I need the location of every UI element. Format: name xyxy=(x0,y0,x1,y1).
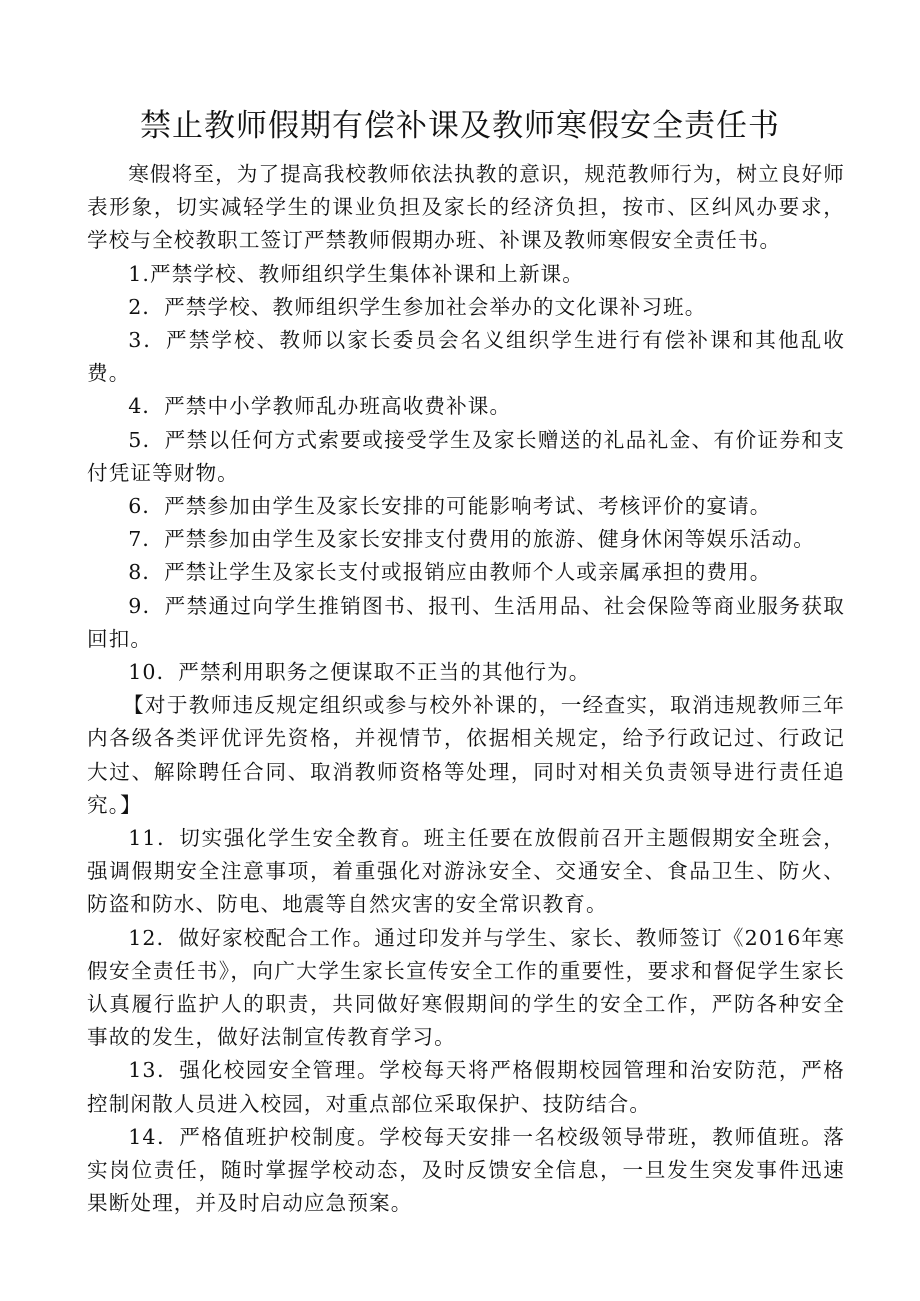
intro-paragraph: 寒假将至，为了提高我校教师依法执教的意识，规范教师行为，树立良好师表形象，切实减轻学生的课业负担及家长的经济负担，按市、区纠风办要求，学校与全校教职工签订严禁教师假期办班、补课及教师寒假安全责任书。 xyxy=(87,162,845,253)
rule-item-11: 11．切实强化学生安全教育。班主任要在放假前召开主题假期安全班会，强调假期安全注意事项，着重强化对游泳安全、交通安全、食品卫生、防火、防盗和防水、防电、地震等自然灾害的安全常识教育。 xyxy=(87,826,845,917)
document-title: 禁止教师假期有偿补课及教师寒假安全责任书 xyxy=(140,108,780,144)
document-body xyxy=(87,158,845,1221)
rule-item-7: 7．严禁参加由学生及家长安排支付费用的旅游、健身休闲等娱乐活动。 xyxy=(128,527,815,552)
rule-item-5: 5．严禁以任何方式索要或接受学生及家长赠送的礼品礼金、有价证券和支付凭证等财物。 xyxy=(87,427,845,485)
penalty-note: 【对于教师违反规定组织或参与校外补课的，一经查实，取消违规教师三年内各级各类评优评先资格，并视情节，依据相关规定，给予行政记过、行政记大过、解除聘任合同、取消教师资格等处理，同时对相关负责领导进行责任追究。】 xyxy=(87,693,845,817)
rule-item-6: 6．严禁参加由学生及家长安排的可能影响考试、考核评价的宴请。 xyxy=(128,494,772,519)
rule-item-13: 13．强化校园安全管理。学校每天将严格假期校园管理和治安防范，严格控制闲散人员进入校园，对重点部位采取保护、技防结合。 xyxy=(87,1058,845,1116)
rule-item-2: 2．严禁学校、教师组织学生参加社会举办的文化课补习班。 xyxy=(128,294,707,319)
rule-item-12: 12．做好家校配合工作。通过印发并与学生、家长、教师签订《2016年寒假安全责任书》，向广大学生家长宣传安全工作的重要性，要求和督促学生家长认真履行监护人的职责，共同做好寒假期间的学生的安全工作，严防各种安全事故的发生，做好法制宣传教育学习。 xyxy=(87,925,845,1050)
rule-item-10: 10．严禁利用职务之便谋取不正当的其他行为。 xyxy=(128,660,591,685)
rule-item-9: 9．严禁通过向学生推销图书、报刊、生活用品、社会保险等商业服务获取回扣。 xyxy=(87,593,845,651)
rule-item-14: 14．严格值班护校制度。学校每天安排一名校级领导带班，教师值班。落实岗位责任，随时掌握学校动态，及时反馈安全信息，一旦发生突发事件迅速果断处理，并及时启动应急预案。 xyxy=(87,1124,845,1216)
rule-item-3: 3．严禁学校、教师以家长委员会名义组织学生进行有偿补课和其他乱收费。 xyxy=(87,328,845,386)
rule-item-4: 4．严禁中小学教师乱办班高收费补课。 xyxy=(128,394,512,419)
rule-item-8: 8．严禁让学生及家长支付或报销应由教师个人或亲属承担的费用。 xyxy=(128,560,772,585)
rule-item-1: 1.严禁学校、教师组织学生集体补课和上新课。 xyxy=(128,261,584,286)
